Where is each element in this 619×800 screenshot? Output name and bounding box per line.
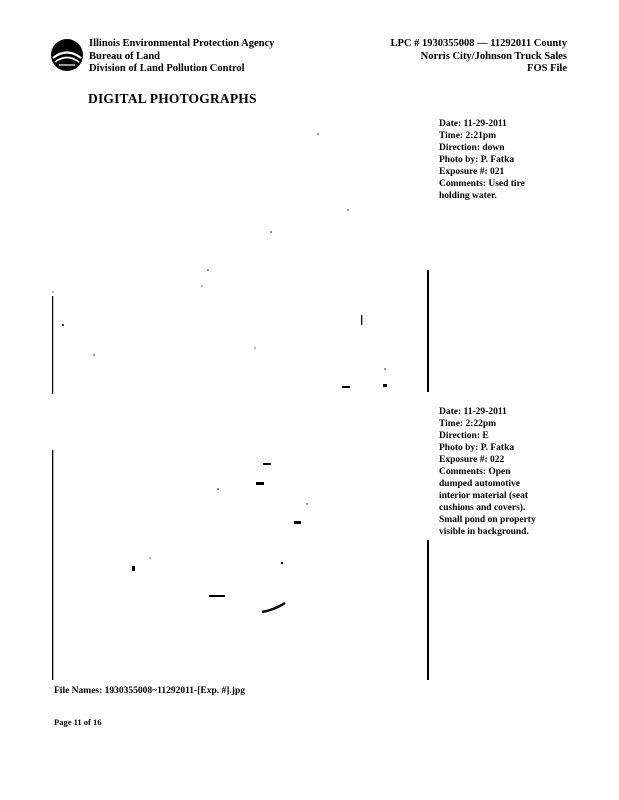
caption-divider-2 bbox=[427, 540, 429, 680]
site-block bbox=[391, 38, 567, 76]
site-name: Norris City/Johnson Truck Sales bbox=[420, 50, 567, 62]
caption-comments-cont: dumped automotive bbox=[439, 479, 521, 489]
caption-exposure: Exposure #: 022 bbox=[439, 455, 505, 465]
caption-photographer: Photo by: P. Fatka bbox=[439, 443, 515, 453]
caption-direction: Direction: E bbox=[439, 431, 489, 441]
photo-1-caption bbox=[439, 118, 569, 202]
caption-comments: Comments: Used tire bbox=[439, 179, 525, 189]
caption-time: Time: 2:22pm bbox=[439, 419, 497, 429]
photo-2 bbox=[52, 398, 425, 680]
caption-comments-cont: holding water. bbox=[439, 191, 497, 201]
bureau-name: Bureau of Land bbox=[89, 50, 160, 62]
page-title: DIGITAL PHOTOGRAPHS bbox=[88, 91, 257, 106]
caption-comments-cont: visible in background. bbox=[439, 527, 529, 537]
division-name: Division of Land Pollution Control bbox=[89, 63, 245, 75]
agency-name: Illinois Environmental Protection Agency bbox=[89, 38, 275, 49]
file-type: FOS File bbox=[527, 63, 567, 75]
caption-comments-cont: cushions and covers). bbox=[439, 503, 526, 513]
photo-2-caption bbox=[439, 406, 569, 538]
caption-photographer: Photo by: P. Fatka bbox=[439, 155, 515, 165]
caption-comments-cont: Small pond on property bbox=[439, 515, 536, 525]
caption-direction: Direction: down bbox=[439, 143, 505, 153]
illinois-epa-logo bbox=[50, 38, 84, 72]
caption-time: Time: 2:21pm bbox=[439, 131, 497, 141]
photo-1 bbox=[52, 112, 425, 394]
caption-date: Date: 11-29-2011 bbox=[439, 119, 507, 129]
page-number: Page 11 of 16 bbox=[54, 717, 102, 727]
caption-date: Date: 11-29-2011 bbox=[439, 407, 507, 417]
caption-divider-1 bbox=[427, 270, 429, 392]
lpc-number: LPC # 1930355008 — 11292011 County bbox=[390, 38, 567, 49]
agency-block bbox=[89, 38, 274, 76]
file-names: File Names: 1930355008~11292011-[Exp. #].jpg bbox=[54, 686, 245, 696]
caption-exposure: Exposure #: 021 bbox=[439, 167, 505, 177]
caption-comments-cont: interior material (seat bbox=[439, 491, 528, 501]
caption-comments: Comments: Open bbox=[439, 467, 511, 477]
